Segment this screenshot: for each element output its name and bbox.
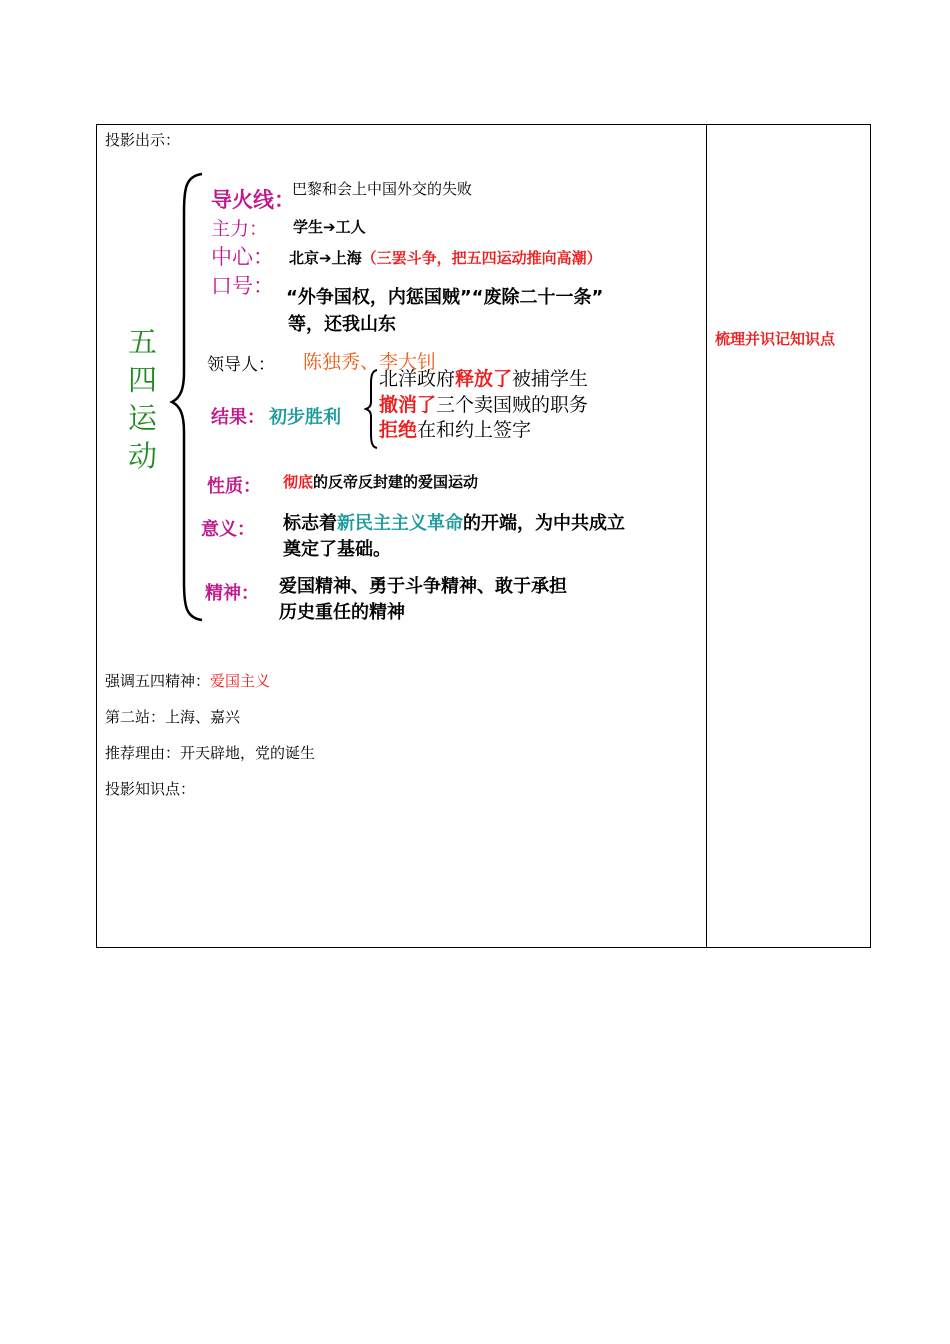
slogan-label: 口号： bbox=[211, 274, 274, 298]
spirit-line2: 历史重任的精神 bbox=[279, 602, 405, 623]
main-brace-icon bbox=[168, 172, 208, 622]
significance-post: 的开端，为中共成立 bbox=[463, 513, 625, 534]
projection-label: 投影出示： bbox=[105, 131, 181, 149]
result-item-highlight: 释放了 bbox=[455, 368, 513, 390]
emphasis-line bbox=[105, 670, 270, 691]
fuse-value: 巴黎和会上中国外交的失败 bbox=[292, 180, 473, 198]
topic-char: 五 bbox=[128, 325, 158, 359]
result-item bbox=[379, 415, 531, 442]
right-column-note: 梳理并识记知识点 bbox=[715, 330, 836, 348]
reason-line: 推荐理由：开天辟地，党的诞生 bbox=[105, 744, 316, 762]
significance-label: 意义： bbox=[201, 519, 255, 540]
result-item-post: 在和约上签字 bbox=[417, 419, 532, 441]
center-note: （三罢斗争，把五四运动推向高潮） bbox=[361, 249, 602, 267]
result-item-highlight: 撤消了 bbox=[379, 394, 437, 416]
result-item-pre: 北洋政府 bbox=[379, 368, 456, 390]
nature-highlight: 彻底 bbox=[283, 473, 314, 491]
spirit-line1: 爱国精神、勇于斗争精神、敢于承担 bbox=[279, 576, 567, 597]
slogan-line1: “外争国权，内惩国贼”“废除二十一条” bbox=[286, 287, 604, 308]
main-force-value: 学生➔工人 bbox=[293, 218, 366, 236]
result-item bbox=[379, 390, 588, 417]
spirit-label: 精神： bbox=[205, 583, 259, 604]
result-value: 初步胜利 bbox=[269, 407, 341, 428]
result-label: 结果： bbox=[211, 407, 265, 428]
emphasis-label: 强调五四精神： bbox=[105, 672, 211, 690]
result-item bbox=[379, 364, 588, 391]
nature-value bbox=[283, 471, 478, 492]
knowledge-line: 投影知识点： bbox=[105, 780, 196, 798]
leaders-value: 陈独秀、李大钊 bbox=[303, 351, 437, 373]
result-item-post: 三个卖国贼的职务 bbox=[436, 394, 589, 416]
significance-line2: 奠定了基础。 bbox=[283, 539, 391, 560]
station-line: 第二站：上海、嘉兴 bbox=[105, 708, 241, 726]
significance-pre: 标志着 bbox=[283, 513, 337, 534]
center-value: 北京➔上海 bbox=[289, 249, 362, 267]
result-item-highlight: 拒绝 bbox=[379, 419, 418, 441]
topic-char: 动 bbox=[128, 439, 158, 473]
center-label: 中心： bbox=[211, 245, 274, 269]
significance-line1 bbox=[283, 509, 625, 535]
fuse-label: 导火线： bbox=[211, 188, 295, 212]
topic-char: 运 bbox=[128, 401, 158, 435]
emphasis-value: 爱国主义 bbox=[210, 672, 271, 690]
nature-rest: 的反帝反封建的爱国运动 bbox=[313, 473, 479, 491]
topic-title bbox=[128, 323, 157, 475]
slogan-line2: 等，还我山东 bbox=[288, 314, 396, 335]
significance-highlight: 新民主主义革命 bbox=[337, 513, 463, 534]
center-value-line bbox=[289, 247, 602, 268]
leaders-label: 领导人： bbox=[207, 355, 275, 375]
main-force-label: 主力： bbox=[211, 218, 269, 240]
result-brace-icon bbox=[364, 368, 380, 450]
result-item-post: 被捕学生 bbox=[512, 368, 589, 390]
topic-char: 四 bbox=[128, 363, 158, 397]
column-divider bbox=[706, 124, 707, 948]
nature-label: 性质： bbox=[207, 476, 261, 497]
